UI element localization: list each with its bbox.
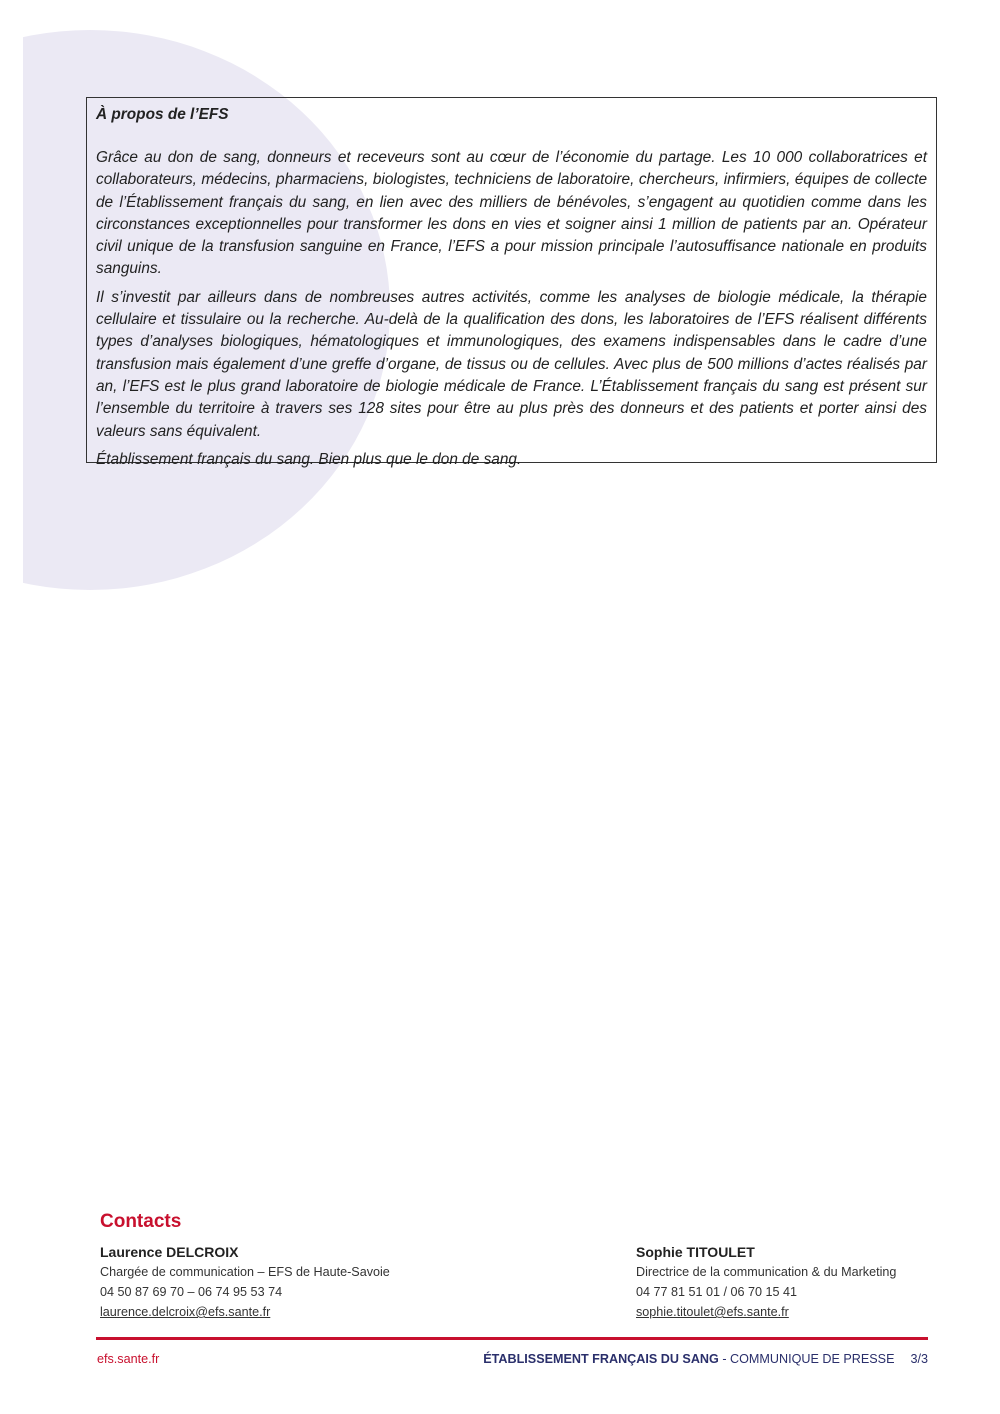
contact-email-link[interactable]: sophie.titoulet@efs.sante.fr [636, 1305, 789, 1319]
footer-info [483, 1352, 928, 1366]
contact-phone: 04 50 87 69 70 – 06 74 95 53 74 [100, 1285, 283, 1299]
footer-document-type: COMMUNIQUE DE PRESSE [730, 1352, 895, 1366]
about-paragraph-1: Grâce au don de sang, donneurs et receveurs sont au cœur de l’économie du partage. Les 10 000 collaboratrices et collaborateurs, médecins, pharmaciens, biologistes, techniciens de laboratoire, chercheurs, infirmiers, équipes de collecte de l’Établissement français du sang, en lien avec des milliers de bénévoles, s’engagent au quotidien comme dans les circonstances exceptionnelles pour transformer les dons en vies et soigner ainsi 1 million de patients par an. Opérateur civil unique de la transfusion sanguine en France, l’EFS a pour mission principale l’autosuffisance nationale en produits sanguins. [96, 149, 927, 278]
about-tagline: Établissement français du sang. Bien plus que le don de sang. [96, 450, 522, 468]
footer-page-number: 3/3 [910, 1352, 928, 1366]
contact-name: Laurence DELCROIX [100, 1244, 239, 1260]
footer-separator: - [718, 1352, 731, 1366]
contacts-title: Contacts [100, 1211, 182, 1232]
about-paragraph-2: Il s’investit par ailleurs dans de nombreuses autres activités, comme les analyses de biologie médicale, la thérapie cellulaire et tissulaire ou la recherche. Au-delà de la qualification des dons, les laboratoires de l’EFS réalisent différents types d’analyses biologiques, hématologiques et immunologiques, des examens indispensables dans le cadre d’une transfusion mais également d’une greffe d’organe, de tissus ou de cellules. Avec plus de 500 millions d’actes réalisés par an, l’EFS est le plus grand laboratoire de biologie médicale de France. L’Établissement français du sang est présent sur l’ensemble du territoire à travers ses 128 sites pour être au plus près des donneurs et des patients et porter ainsi des valeurs sans équivalent. [96, 288, 927, 440]
footer-divider [96, 1337, 928, 1340]
contact-card-laurence [100, 1244, 390, 1322]
contacts-section [100, 1210, 181, 1234]
contact-card-sophie [636, 1244, 896, 1322]
about-efs-box [86, 97, 937, 468]
about-title: À propos de l’EFS [96, 106, 229, 123]
contact-email-link[interactable]: laurence.delcroix@efs.sante.fr [100, 1305, 271, 1319]
contact-name: Sophie TITOULET [636, 1244, 755, 1260]
contact-role: Directrice de la communication & du Marketing [636, 1265, 897, 1279]
footer-website-link[interactable]: efs.sante.fr [97, 1352, 160, 1366]
contact-phone: 04 77 81 51 01 / 06 70 15 41 [636, 1285, 798, 1299]
contact-role: Chargée de communication – EFS de Haute-Savoie [100, 1265, 390, 1279]
page-left-margin [0, 0, 23, 1414]
footer-organization: ÉTABLISSEMENT FRANÇAIS DU SANG [483, 1352, 719, 1366]
